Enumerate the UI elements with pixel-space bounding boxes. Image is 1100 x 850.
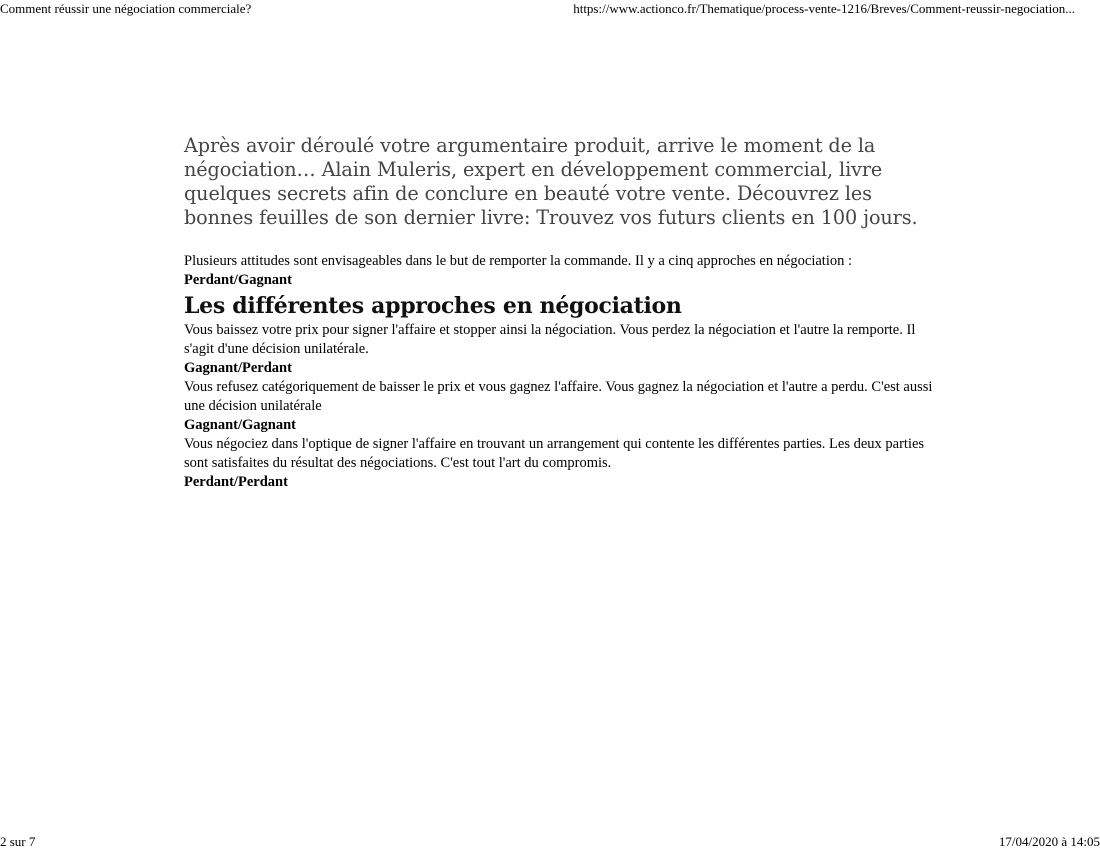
print-header-url: https://www.actionco.fr/Thematique/process-vente-1216/Breves/Comment-reussir-negociation...: [573, 1, 1075, 16]
approach-desc-gagnant-perdant: Vous refusez catégoriquement de baisser le prix et vous gagnez l'affaire. Vous gagnez la négociation et l'autre a perdu. C'est aussi une décision unilatérale: [184, 379, 933, 414]
article-lead: Plusieurs attitudes sont envisageables dans le but de remporter la commande. Il y a cinq approches en négociation :: [184, 253, 853, 269]
approach-label-gagnant-gagnant: Gagnant/Gagnant: [184, 417, 296, 433]
print-header-title: Comment réussir une négociation commerciale?: [0, 1, 252, 16]
article-body: [184, 134, 944, 492]
approach-desc-gagnant-gagnant: Vous négociez dans l'optique de signer l'affaire en trouvant un arrangement qui contente les différentes parties. Les deux parties sont satisfaites du résultat des négociations. C'est tout l'art du compromis.: [184, 436, 925, 471]
approach-label-perdant-gagnant: Perdant/Gagnant: [184, 272, 292, 288]
approach-label-perdant-perdant: Perdant/Perdant: [184, 474, 288, 490]
article-intro: Après avoir déroulé votre argumentaire produit, arrive le moment de la négociation… Alain Muleris, expert en développement commercial, livre quelques secrets afin de conclure en beauté votre vente. Découvrez les bonnes feuilles de son dernier livre: Trouvez vos futurs clients en 100 jours.: [184, 134, 918, 229]
approach-label-gagnant-perdant: Gagnant/Perdant: [184, 360, 292, 376]
section-title: Les différentes approches en négociation: [184, 293, 682, 319]
approach-desc-perdant-gagnant: Vous baissez votre prix pour signer l'affaire et stopper ainsi la négociation. Vous perdez la négociation et l'autre la remporte. Il s'agit d'une décision unilatérale.: [184, 322, 916, 357]
print-footer-datetime: 17/04/2020 à 14:05: [998, 834, 1100, 849]
print-footer-page: 2 sur 7: [0, 834, 36, 849]
